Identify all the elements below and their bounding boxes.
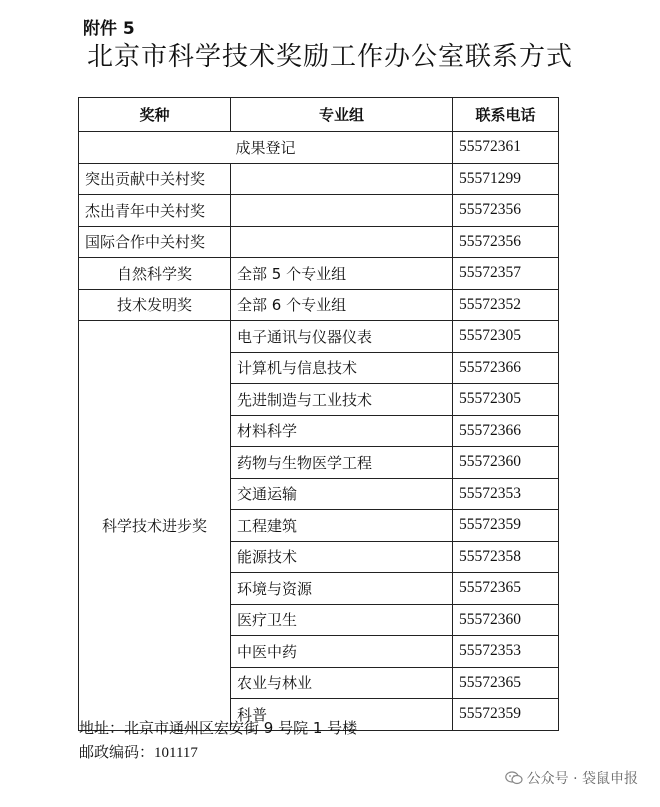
phone-cell: 55572360: [453, 447, 559, 479]
contact-table: [78, 97, 559, 731]
page-title: 北京市科学技术奖励工作办公室联系方式: [86, 42, 573, 72]
group-cell: 全部 5 个专业组: [231, 258, 453, 290]
phone-cell: 55572365: [453, 573, 559, 605]
phone-cell: 55572359: [453, 699, 559, 731]
address-line: [79, 717, 357, 738]
header-group: 专业组: [231, 98, 453, 132]
header-award: 奖种: [79, 98, 231, 132]
registration-cell: 成果登记: [79, 132, 453, 164]
phone-cell: 55572365: [453, 667, 559, 699]
phone-cell: 55572360: [453, 604, 559, 636]
group-cell: 材料科学: [231, 415, 453, 447]
phone-cell: 55571299: [453, 163, 559, 195]
group-cell: 环境与资源: [231, 573, 453, 605]
award-cell: 杰出青年中关村奖: [79, 195, 231, 227]
phone-cell: 55572366: [453, 415, 559, 447]
phone-cell: 55572361: [453, 132, 559, 164]
phone-cell: 55572353: [453, 478, 559, 510]
phone-cell: 55572356: [453, 226, 559, 258]
award-cell: 突出贡献中关村奖: [79, 163, 231, 195]
phone-cell: 55572305: [453, 321, 559, 353]
table-row: [79, 132, 559, 164]
table-row: [79, 226, 559, 258]
address-label: 地址：: [79, 719, 125, 737]
table-row: [79, 289, 559, 321]
phone-cell: 55572357: [453, 258, 559, 290]
address-value: 北京市通州区宏安街 9 号院 1 号楼: [124, 719, 358, 737]
attachment-label: 附件 5: [83, 19, 135, 39]
table-row: [79, 321, 559, 353]
group-cell: 能源技术: [231, 541, 453, 573]
group-cell: 医疗卫生: [231, 604, 453, 636]
award-cell: 自然科学奖: [79, 258, 231, 290]
group-cell: [231, 163, 453, 195]
table-header-row: [79, 98, 559, 132]
phone-cell: 55572353: [453, 636, 559, 668]
table-row: [79, 163, 559, 195]
group-cell: [231, 195, 453, 227]
header-phone: 联系电话: [453, 98, 559, 132]
table-row: [79, 195, 559, 227]
group-cell: 计算机与信息技术: [231, 352, 453, 384]
group-cell: 电子通讯与仪器仪表: [231, 321, 453, 353]
phone-cell: 55572358: [453, 541, 559, 573]
postcode-line: [79, 741, 198, 762]
phone-cell: 55572356: [453, 195, 559, 227]
wechat-icon: [505, 771, 523, 785]
award-cell: 国际合作中关村奖: [79, 226, 231, 258]
group-cell: 药物与生物医学工程: [231, 447, 453, 479]
postcode-value: 101117: [154, 745, 198, 761]
group-cell: 科普: [231, 699, 453, 731]
phone-cell: 55572366: [453, 352, 559, 384]
group-cell: 中医中药: [231, 636, 453, 668]
award-cell: 技术发明奖: [79, 289, 231, 321]
watermark-text: 公众号 · 袋鼠申报: [526, 771, 638, 787]
group-cell: 全部 6 个专业组: [231, 289, 453, 321]
phone-cell: 55572359: [453, 510, 559, 542]
group-cell: 先进制造与工业技术: [231, 384, 453, 416]
table-row: [79, 258, 559, 290]
phone-cell: 55572352: [453, 289, 559, 321]
group-cell: [231, 226, 453, 258]
progress-award-cell: 科学技术进步奖: [79, 321, 231, 731]
watermark: [505, 768, 638, 788]
group-cell: 农业与林业: [231, 667, 453, 699]
group-cell: 交通运输: [231, 478, 453, 510]
group-cell: 工程建筑: [231, 510, 453, 542]
postcode-label: 邮政编码：: [79, 743, 155, 761]
phone-cell: 55572305: [453, 384, 559, 416]
